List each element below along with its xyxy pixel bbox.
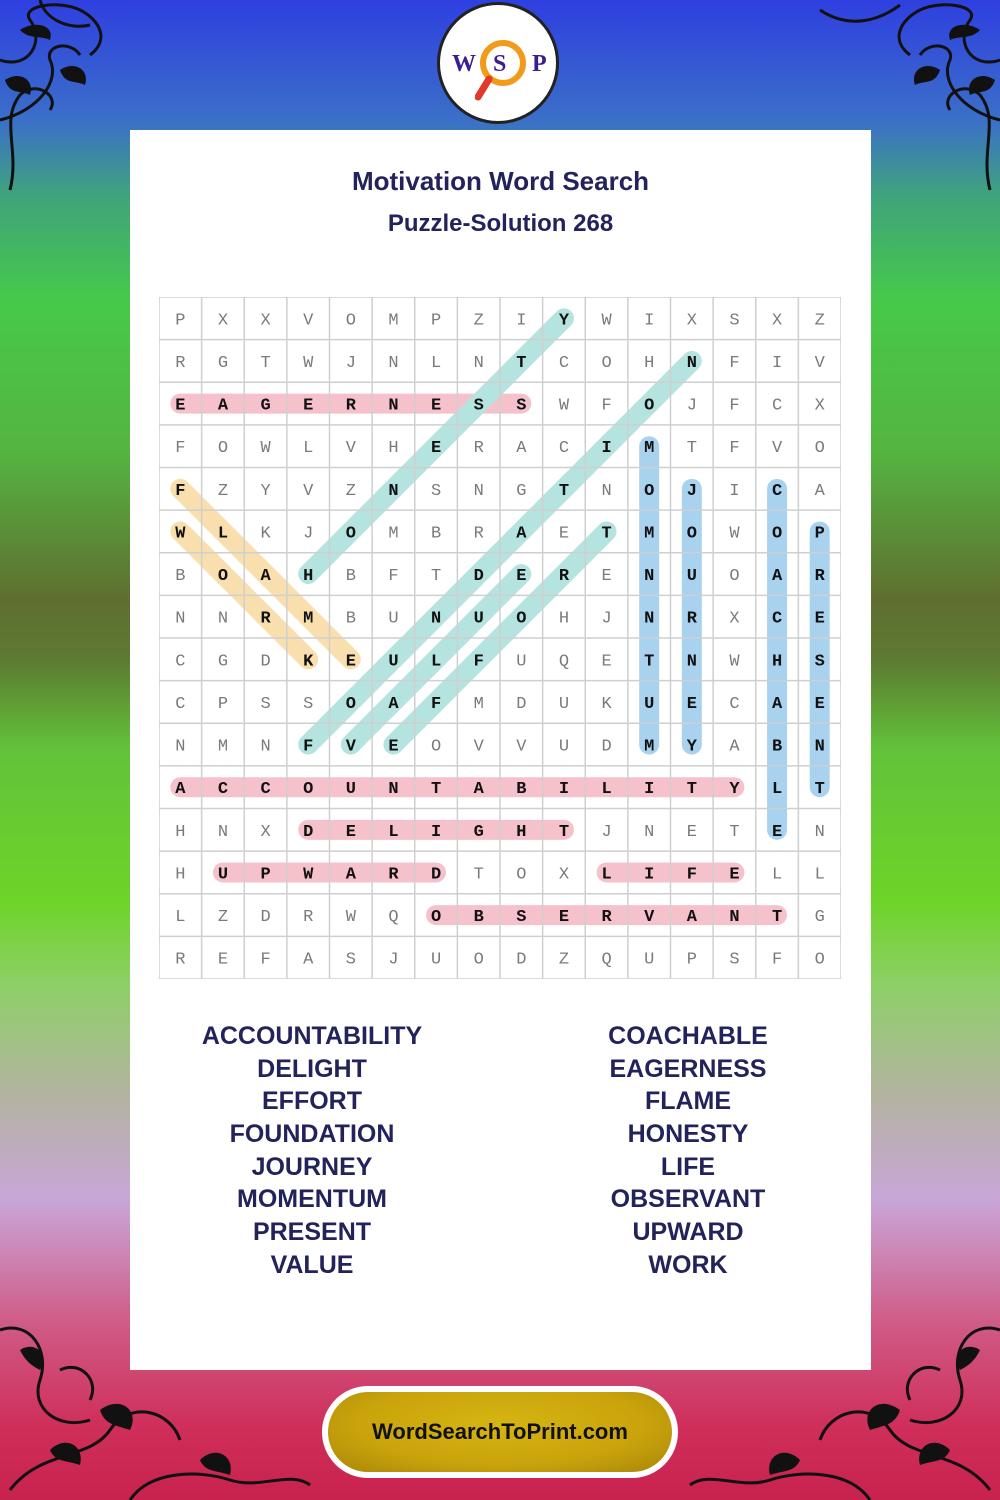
grid-cell-letter[interactable]: C bbox=[175, 652, 186, 672]
grid-cell-letter[interactable]: C bbox=[771, 396, 783, 416]
grid-cell-letter[interactable]: L bbox=[303, 439, 314, 459]
grid-cell-letter[interactable]: W bbox=[729, 524, 740, 544]
grid-cell-letter[interactable]: N bbox=[388, 353, 399, 373]
grid-cell-letter[interactable]: N bbox=[814, 737, 825, 757]
grid-cell-letter[interactable]: A bbox=[516, 524, 527, 544]
grid-cell-letter[interactable]: I bbox=[516, 311, 527, 331]
grid-cell-letter[interactable]: U bbox=[558, 737, 570, 757]
grid-cell-letter[interactable]: O bbox=[771, 524, 783, 544]
grid-cell-letter[interactable]: P bbox=[814, 524, 825, 544]
grid-cell-letter[interactable]: X bbox=[260, 822, 271, 842]
grid-cell-letter[interactable]: T bbox=[430, 780, 442, 800]
grid-cell-letter[interactable]: I bbox=[601, 439, 612, 459]
grid-cell-letter[interactable]: A bbox=[175, 780, 186, 800]
grid-cell-letter[interactable]: H bbox=[644, 353, 655, 373]
grid-cell-letter[interactable]: E bbox=[729, 865, 740, 885]
grid-cell-letter[interactable]: A bbox=[516, 439, 527, 459]
grid-cell-letter[interactable]: O bbox=[686, 524, 697, 544]
grid-cell-letter[interactable]: T bbox=[558, 481, 570, 501]
grid-cell-letter[interactable]: R bbox=[473, 524, 484, 544]
grid-cell-letter[interactable]: J bbox=[686, 481, 697, 501]
grid-cell-letter[interactable]: R bbox=[473, 439, 484, 459]
grid-cell-letter[interactable]: A bbox=[729, 737, 740, 757]
grid-cell-letter[interactable]: T bbox=[260, 353, 271, 373]
grid-cell-letter[interactable]: G bbox=[217, 652, 229, 672]
grid-cell-letter[interactable]: E bbox=[558, 908, 570, 928]
grid-cell-letter[interactable]: L bbox=[601, 780, 612, 800]
grid-cell-letter[interactable]: Y bbox=[729, 780, 740, 800]
grid-cell-letter[interactable]: L bbox=[601, 865, 612, 885]
grid-cell-letter[interactable]: W bbox=[558, 396, 570, 416]
grid-cell-letter[interactable]: M bbox=[388, 524, 399, 544]
grid-cell-letter[interactable]: U bbox=[686, 567, 697, 587]
grid-cell-letter[interactable]: I bbox=[644, 311, 655, 331]
grid-cell-letter[interactable]: F bbox=[260, 950, 271, 970]
grid-cell-letter[interactable]: Y bbox=[686, 737, 697, 757]
grid-cell-letter[interactable]: V bbox=[303, 311, 314, 331]
grid-cell-letter[interactable]: Q bbox=[601, 950, 612, 970]
grid-cell-letter[interactable]: S bbox=[430, 481, 442, 501]
grid-cell-letter[interactable]: O bbox=[217, 567, 229, 587]
grid-cell-letter[interactable]: B bbox=[175, 567, 186, 587]
grid-cell-letter[interactable]: R bbox=[558, 567, 570, 587]
logo-letter-s: S bbox=[493, 51, 507, 77]
grid-cell-letter[interactable]: C bbox=[771, 481, 783, 501]
letter-grid[interactable] bbox=[159, 297, 841, 979]
grid-cell-letter[interactable]: D bbox=[516, 950, 527, 970]
grid-cell-letter[interactable]: D bbox=[260, 908, 271, 928]
grid-cell-letter[interactable]: W bbox=[175, 524, 186, 544]
grid-cell-letter[interactable]: Y bbox=[558, 311, 570, 331]
grid-cell-letter[interactable]: E bbox=[345, 652, 356, 672]
grid-cell-letter[interactable]: M bbox=[388, 311, 399, 331]
grid-cell-letter[interactable]: E bbox=[771, 822, 783, 842]
grid-cell-letter[interactable]: W bbox=[303, 865, 314, 885]
grid-cell-letter[interactable]: N bbox=[601, 481, 612, 501]
grid-cell-letter[interactable]: O bbox=[473, 950, 484, 970]
grid-cell-letter[interactable]: T bbox=[558, 822, 570, 842]
grid-cell-letter[interactable]: A bbox=[473, 780, 484, 800]
word-list-item: JOURNEY bbox=[251, 1152, 373, 1181]
grid-cell-letter[interactable]: J bbox=[601, 609, 612, 629]
grid-cell-letter[interactable]: Q bbox=[558, 652, 570, 672]
word-list-item: DELIGHT bbox=[257, 1054, 367, 1083]
grid-cell-letter[interactable]: Y bbox=[260, 481, 271, 501]
grid-cell-letter[interactable]: R bbox=[686, 609, 697, 629]
grid-cell-letter[interactable]: F bbox=[175, 481, 186, 501]
grid-cell-letter[interactable]: C bbox=[260, 780, 271, 800]
grid-cell-letter[interactable]: N bbox=[644, 822, 655, 842]
grid-cell-letter[interactable]: U bbox=[388, 609, 399, 629]
grid-cell-letter[interactable]: E bbox=[516, 567, 527, 587]
grid-cell-letter[interactable]: Z bbox=[345, 481, 356, 501]
grid-cell-letter[interactable]: X bbox=[814, 396, 825, 416]
grid-cell-letter[interactable]: N bbox=[644, 567, 655, 587]
grid-cell-letter[interactable]: I bbox=[644, 780, 655, 800]
grid-cell-letter[interactable]: L bbox=[388, 822, 399, 842]
grid-cell-letter[interactable]: V bbox=[814, 353, 825, 373]
grid-cell-letter[interactable]: A bbox=[686, 908, 697, 928]
grid-cell-letter[interactable]: G bbox=[260, 396, 271, 416]
grid-cell-letter[interactable]: S bbox=[303, 694, 314, 714]
grid-cell-letter[interactable]: O bbox=[345, 311, 356, 331]
grid-cell-letter[interactable]: E bbox=[558, 524, 570, 544]
grid-cell-letter[interactable]: U bbox=[516, 652, 527, 672]
grid-cell-letter[interactable]: N bbox=[388, 396, 399, 416]
grid-cell-letter[interactable]: N bbox=[388, 481, 399, 501]
grid-cell-letter[interactable]: O bbox=[814, 950, 825, 970]
word-list-right bbox=[558, 1020, 818, 1282]
grid-cell-letter[interactable]: N bbox=[175, 737, 186, 757]
grid-cell-letter[interactable]: P bbox=[217, 694, 229, 714]
grid-cell-letter[interactable]: X bbox=[260, 311, 271, 331]
grid-cell-letter[interactable]: P bbox=[430, 311, 442, 331]
grid-cell-letter[interactable]: N bbox=[217, 822, 229, 842]
grid-cell-letter[interactable]: N bbox=[814, 822, 825, 842]
grid-cell-letter[interactable]: R bbox=[345, 396, 356, 416]
grid-cell-letter[interactable]: O bbox=[430, 908, 442, 928]
grid-cell-letter[interactable]: E bbox=[303, 396, 314, 416]
grid-cell-letter[interactable]: F bbox=[601, 396, 612, 416]
word-list-item: EFFORT bbox=[262, 1087, 362, 1116]
grid-cell-letter[interactable]: L bbox=[771, 780, 783, 800]
grid-cell-letter[interactable]: F bbox=[303, 737, 314, 757]
grid-cell-letter[interactable]: I bbox=[430, 822, 442, 842]
grid-cell-letter[interactable]: V bbox=[345, 737, 356, 757]
grid-cell-letter[interactable]: O bbox=[217, 439, 229, 459]
grid-cell-letter[interactable]: O bbox=[601, 353, 612, 373]
corner-ornament-top-left bbox=[0, 0, 140, 200]
grid-cell-letter[interactable]: S bbox=[814, 652, 825, 672]
grid-cell-letter[interactable]: N bbox=[388, 780, 399, 800]
grid-cell-letter[interactable]: T bbox=[729, 822, 740, 842]
grid-cell-letter[interactable]: E bbox=[686, 822, 697, 842]
grid-cell-letter[interactable]: U bbox=[388, 652, 399, 672]
grid-cell-letter[interactable]: M bbox=[644, 439, 655, 459]
word-list-item: ACCOUNTABILITY bbox=[201, 1022, 423, 1050]
word-list-item: MOMENTUM bbox=[237, 1185, 387, 1214]
word-list-item: FLAME bbox=[644, 1087, 732, 1116]
grid-cell-letter[interactable]: E bbox=[430, 439, 442, 459]
grid-cell-letter[interactable]: D bbox=[601, 737, 612, 757]
grid-cell-letter[interactable]: I bbox=[558, 780, 570, 800]
grid-cell-letter[interactable]: A bbox=[217, 396, 229, 416]
grid-cell-letter[interactable]: M bbox=[303, 609, 314, 629]
grid-cell-letter[interactable]: B bbox=[430, 524, 442, 544]
grid-cell-letter[interactable]: F bbox=[771, 950, 783, 970]
puzzle-panel bbox=[130, 130, 871, 1370]
grid-cell-letter[interactable]: T bbox=[686, 439, 697, 459]
grid-cell-letter[interactable]: A bbox=[345, 865, 356, 885]
word-list-item: FOUNDATION bbox=[229, 1120, 395, 1149]
grid-cell-letter[interactable]: R bbox=[175, 950, 186, 970]
grid-cell-letter[interactable]: H bbox=[175, 822, 186, 842]
grid-cell-letter[interactable]: N bbox=[686, 353, 697, 373]
grid-cell-letter[interactable]: G bbox=[217, 353, 229, 373]
grid-cell-letter[interactable]: G bbox=[473, 822, 484, 842]
grid-cell-letter[interactable]: W bbox=[345, 908, 356, 928]
grid-cell-letter[interactable]: N bbox=[729, 908, 740, 928]
grid-cell-letter[interactable]: P bbox=[175, 311, 186, 331]
word-list-item: UPWARD bbox=[632, 1218, 744, 1247]
grid-cell-letter[interactable]: Z bbox=[558, 950, 570, 970]
grid-cell-letter[interactable]: Z bbox=[473, 311, 484, 331]
grid-cell-letter[interactable]: W bbox=[601, 311, 612, 331]
grid-cell-letter[interactable]: V bbox=[771, 439, 783, 459]
grid-cell-letter[interactable]: N bbox=[473, 481, 484, 501]
grid-cell-letter[interactable]: R bbox=[303, 908, 314, 928]
grid-cell-letter[interactable]: E bbox=[345, 822, 356, 842]
logo-letter-p: P bbox=[532, 51, 547, 77]
grid-cell-letter[interactable]: M bbox=[217, 737, 229, 757]
grid-cell-letter[interactable]: U bbox=[345, 780, 356, 800]
grid-cell-letter[interactable]: A bbox=[388, 694, 399, 714]
grid-cell-letter[interactable]: E bbox=[814, 694, 825, 714]
grid-cell-letter[interactable]: B bbox=[345, 609, 356, 629]
grid-cell-letter[interactable]: H bbox=[558, 609, 570, 629]
grid-cell-letter[interactable]: Z bbox=[814, 311, 825, 331]
grid-cell-letter[interactable]: R bbox=[814, 567, 825, 587]
grid-cell-letter[interactable]: P bbox=[686, 950, 697, 970]
grid-cell-letter[interactable]: G bbox=[814, 908, 825, 928]
grid-cell-letter[interactable]: C bbox=[729, 694, 740, 714]
word-list-item: LIFE bbox=[660, 1152, 716, 1181]
word-list-item: COACHABLE bbox=[608, 1022, 768, 1050]
grid-cell-letter[interactable]: V bbox=[644, 908, 655, 928]
grid-cell-letter[interactable]: K bbox=[260, 524, 271, 544]
grid-cell-letter[interactable]: C bbox=[558, 353, 570, 373]
grid-cell-letter[interactable]: D bbox=[516, 694, 527, 714]
grid-cell-letter[interactable]: B bbox=[771, 737, 783, 757]
grid-cell-letter[interactable]: H bbox=[771, 652, 783, 672]
grid-cell-letter[interactable]: C bbox=[558, 439, 570, 459]
grid-cell-letter[interactable]: N bbox=[175, 609, 186, 629]
word-list-item: PRESENT bbox=[252, 1218, 372, 1247]
grid-cell-letter[interactable]: S bbox=[516, 396, 527, 416]
grid-cell-letter[interactable]: T bbox=[644, 652, 655, 672]
grid-cell-letter[interactable]: X bbox=[686, 311, 697, 331]
page-title: Motivation Word Search bbox=[351, 166, 650, 196]
grid-cell-letter[interactable]: F bbox=[175, 439, 186, 459]
grid-cell-letter[interactable]: S bbox=[345, 950, 356, 970]
grid-cell-letter[interactable]: F bbox=[729, 353, 740, 373]
grid-cell-letter[interactable]: T bbox=[686, 780, 697, 800]
grid-cell-letter[interactable]: O bbox=[345, 694, 356, 714]
grid-cell-letter[interactable]: L bbox=[430, 353, 442, 373]
grid-cell-letter[interactable]: J bbox=[303, 524, 314, 544]
grid-cell-letter[interactable]: B bbox=[473, 908, 484, 928]
grid-cell-letter[interactable]: H bbox=[388, 439, 399, 459]
grid-cell-letter[interactable]: V bbox=[516, 737, 527, 757]
grid-cell-letter[interactable]: F bbox=[430, 694, 442, 714]
grid-cell-letter[interactable]: A bbox=[814, 481, 825, 501]
grid-cell-letter[interactable]: D bbox=[430, 865, 442, 885]
grid-cell-letter[interactable]: O bbox=[345, 524, 356, 544]
grid-cell-letter[interactable]: V bbox=[473, 737, 484, 757]
website-link-button[interactable] bbox=[322, 1386, 678, 1478]
grid-cell-letter[interactable]: W bbox=[729, 652, 740, 672]
grid-cell-letter[interactable]: S bbox=[729, 311, 740, 331]
grid-cell-letter[interactable]: M bbox=[473, 694, 484, 714]
word-list-item: HONESTY bbox=[627, 1120, 749, 1149]
grid-cell-letter[interactable]: U bbox=[644, 950, 655, 970]
grid-cell-letter[interactable]: T bbox=[814, 780, 825, 800]
grid-cell-letter[interactable]: J bbox=[388, 950, 399, 970]
wsp-logo[interactable] bbox=[437, 2, 559, 124]
grid-cell-letter[interactable]: D bbox=[473, 567, 484, 587]
grid-cell-letter[interactable]: C bbox=[771, 609, 783, 629]
grid-cell-letter[interactable]: R bbox=[388, 865, 399, 885]
grid-cell-letter[interactable]: A bbox=[771, 694, 783, 714]
grid-cell-letter[interactable]: U bbox=[217, 865, 229, 885]
word-list-item: OBSERVANT bbox=[610, 1185, 766, 1214]
grid-cell-letter[interactable]: N bbox=[430, 609, 442, 629]
grid-cell-letter[interactable]: O bbox=[644, 481, 655, 501]
grid-cell-letter[interactable]: H bbox=[516, 822, 527, 842]
grid-cell-letter[interactable]: Z bbox=[217, 481, 229, 501]
grid-cell-letter[interactable]: G bbox=[516, 481, 527, 501]
grid-cell-letter[interactable]: F bbox=[729, 439, 740, 459]
grid-cell-letter[interactable]: J bbox=[686, 396, 697, 416]
grid-cell-letter[interactable]: F bbox=[473, 652, 484, 672]
grid-cell-letter[interactable]: U bbox=[473, 609, 484, 629]
grid-cell-letter[interactable]: T bbox=[771, 908, 783, 928]
word-list-item: VALUE bbox=[270, 1250, 354, 1279]
grid-cell-letter[interactable]: W bbox=[303, 353, 314, 373]
grid-cell-letter[interactable]: D bbox=[260, 652, 271, 672]
grid-cell-letter[interactable]: F bbox=[729, 396, 740, 416]
grid-cell-letter[interactable]: H bbox=[175, 865, 186, 885]
grid-cell-letter[interactable]: S bbox=[729, 950, 740, 970]
grid-cell-letter[interactable]: S bbox=[473, 396, 484, 416]
grid-cell-letter[interactable]: X bbox=[558, 865, 570, 885]
grid-cell-letter[interactable]: A bbox=[260, 567, 271, 587]
grid-cell-letter[interactable]: A bbox=[303, 950, 314, 970]
grid-cell-letter[interactable]: R bbox=[175, 353, 186, 373]
grid-cell-letter[interactable]: S bbox=[260, 694, 271, 714]
grid-cell-letter[interactable]: W bbox=[260, 439, 271, 459]
grid-cell-letter[interactable]: M bbox=[644, 737, 655, 757]
grid-cell-letter[interactable]: E bbox=[217, 950, 229, 970]
grid-cell-letter[interactable]: B bbox=[345, 567, 356, 587]
grid-cell-letter[interactable]: X bbox=[217, 311, 229, 331]
grid-cell-letter[interactable]: A bbox=[771, 567, 783, 587]
grid-cell-letter[interactable]: O bbox=[430, 737, 442, 757]
grid-cell-letter[interactable]: C bbox=[175, 694, 186, 714]
grid-cell-letter[interactable]: Z bbox=[217, 908, 229, 928]
page-subtitle: Puzzle-Solution 268 bbox=[387, 210, 614, 237]
grid-cell-letter[interactable]: N bbox=[473, 353, 484, 373]
grid-cell-letter[interactable]: X bbox=[771, 311, 783, 331]
grid-cell-letter[interactable]: S bbox=[516, 908, 527, 928]
grid-cell-letter[interactable]: L bbox=[175, 908, 186, 928]
grid-cell-letter[interactable]: K bbox=[303, 652, 314, 672]
grid-cell-letter[interactable]: K bbox=[601, 694, 612, 714]
word-list-item: WORK bbox=[648, 1250, 728, 1279]
grid-cell-letter[interactable]: O bbox=[814, 439, 825, 459]
grid-cell-letter[interactable]: L bbox=[771, 865, 783, 885]
grid-cell-letter[interactable]: Q bbox=[388, 908, 399, 928]
grid-cell-letter[interactable]: E bbox=[601, 652, 612, 672]
grid-cell-letter[interactable]: O bbox=[516, 865, 527, 885]
word-list-item: EAGERNESS bbox=[609, 1054, 767, 1083]
grid-cell-letter[interactable]: O bbox=[303, 780, 314, 800]
grid-cell-letter[interactable]: E bbox=[814, 609, 825, 629]
grid-cell-letter[interactable]: I bbox=[644, 865, 655, 885]
grid-cell-letter[interactable]: L bbox=[814, 865, 825, 885]
grid-cell-letter[interactable]: N bbox=[644, 609, 655, 629]
grid-cell-letter[interactable]: F bbox=[388, 567, 399, 587]
grid-cell-letter[interactable]: P bbox=[260, 865, 271, 885]
grid-cell-letter[interactable]: T bbox=[601, 524, 612, 544]
grid-cell-letter[interactable]: X bbox=[729, 609, 740, 629]
grid-cell-letter[interactable]: V bbox=[345, 439, 356, 459]
grid-cell-letter[interactable]: I bbox=[771, 353, 783, 373]
grid-cell-letter[interactable]: E bbox=[601, 567, 612, 587]
grid-cell-letter[interactable]: E bbox=[388, 737, 399, 757]
grid-cell-letter[interactable]: C bbox=[217, 780, 229, 800]
grid-cell-letter[interactable]: U bbox=[430, 950, 442, 970]
grid-cell-letter[interactable]: I bbox=[729, 481, 740, 501]
grid-cell-letter[interactable]: L bbox=[430, 652, 442, 672]
grid-cell-letter[interactable]: N bbox=[217, 609, 229, 629]
grid-cell-letter[interactable]: J bbox=[345, 353, 356, 373]
grid-cell-letter[interactable]: J bbox=[601, 822, 612, 842]
grid-cell-letter[interactable]: T bbox=[430, 567, 442, 587]
grid-cell-letter[interactable]: O bbox=[644, 396, 655, 416]
grid-cell-letter[interactable]: R bbox=[260, 609, 271, 629]
grid-cell-letter[interactable]: U bbox=[644, 694, 655, 714]
grid-cell-letter[interactable]: O bbox=[729, 567, 740, 587]
grid-cell-letter[interactable]: N bbox=[260, 737, 271, 757]
word-list-left bbox=[182, 1020, 442, 1282]
grid-cell-letter[interactable]: R bbox=[601, 908, 612, 928]
grid-cell-letter[interactable]: L bbox=[217, 524, 229, 544]
grid-cell-letter[interactable]: E bbox=[175, 396, 186, 416]
grid-cell-letter[interactable]: O bbox=[516, 609, 527, 629]
grid-cell-letter[interactable]: M bbox=[644, 524, 655, 544]
grid-cell-letter[interactable]: T bbox=[473, 865, 484, 885]
grid-cell-letter[interactable]: D bbox=[303, 822, 314, 842]
website-label: WordSearchToPrint.com bbox=[328, 1392, 672, 1472]
grid-cell-letter[interactable]: F bbox=[686, 865, 697, 885]
grid-cell-letter[interactable]: U bbox=[558, 694, 570, 714]
logo-letter-w: W bbox=[452, 51, 476, 77]
grid-cell-letter[interactable]: B bbox=[516, 780, 527, 800]
grid-cell-letter[interactable]: H bbox=[303, 567, 314, 587]
grid-cell-letter[interactable]: E bbox=[686, 694, 697, 714]
grid-cell-letter[interactable]: E bbox=[430, 396, 442, 416]
grid-cell-letter[interactable]: T bbox=[516, 353, 527, 373]
grid-cell-letter[interactable]: N bbox=[686, 652, 697, 672]
grid-cell-letter[interactable]: V bbox=[303, 481, 314, 501]
